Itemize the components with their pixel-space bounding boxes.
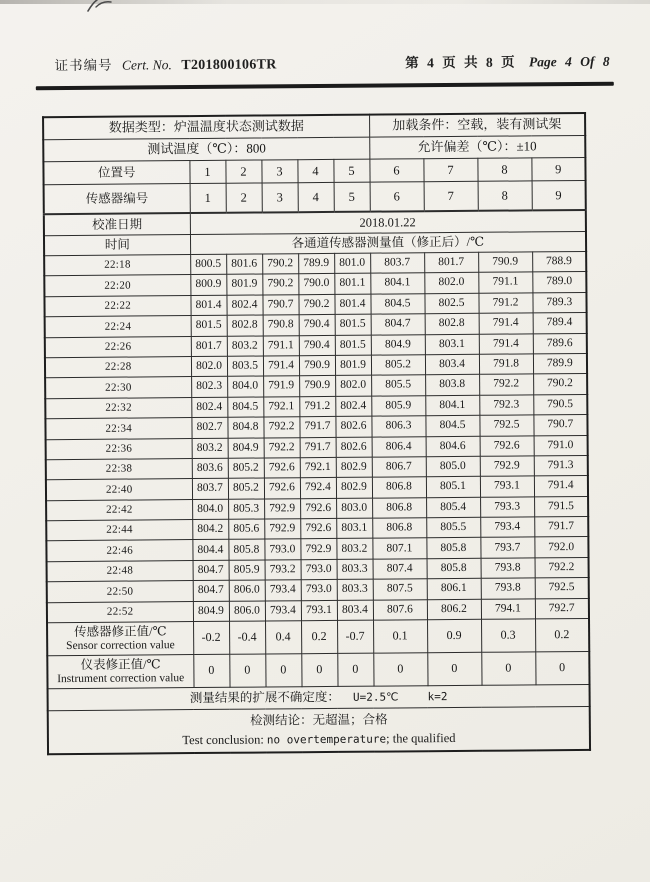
sensor-correction-value: 0.4 [265, 621, 301, 654]
position-number: 6 [369, 159, 423, 182]
position-number: 5 [333, 159, 369, 182]
allowed-deviation-cell: 允许偏差（℃）：±10 [369, 135, 585, 159]
reading-value: 792.5 [479, 415, 533, 436]
instrument-correction-value: 0 [193, 654, 229, 687]
uncertainty-k-value: k=2 [427, 690, 448, 704]
reading-time: 22:50 [47, 581, 193, 603]
reading-value: 792.9 [264, 498, 300, 519]
instrument-correction-label-en: Instrument correction value [57, 671, 185, 685]
position-number: 1 [189, 160, 225, 183]
reading-value: 804.4 [192, 540, 228, 561]
position-number: 7 [423, 158, 477, 181]
instrument-correction-value: 0 [229, 654, 265, 687]
conclusion-row [48, 706, 590, 754]
reading-value: 802.4 [226, 295, 262, 316]
reading-value: 804.5 [227, 397, 263, 418]
reading-value: 790.8 [263, 315, 299, 336]
reading-time: 22:38 [46, 458, 192, 480]
sensor-number: 1 [190, 183, 226, 213]
channels-header: 各通道传感器测量值（修正后）/℃ [190, 231, 586, 254]
page-info-en: Page 4 Of 8 [528, 53, 610, 70]
position-number: 9 [531, 157, 585, 180]
reading-time: 22:32 [45, 397, 191, 419]
reading-value: 792.7 [535, 598, 589, 619]
reading-value: 803.7 [192, 479, 228, 500]
sensor-number: 8 [478, 181, 532, 211]
conclusion-en-suffix: ; the qualified [386, 731, 456, 746]
reading-value: 791.9 [263, 376, 299, 397]
reading-value: 790.0 [298, 274, 334, 295]
reading-value: 806.8 [372, 477, 426, 498]
instrument-correction-row [47, 651, 589, 688]
reading-value: 791.4 [479, 333, 533, 354]
reading-value: 801.7 [191, 336, 227, 357]
page-number-line [405, 50, 610, 72]
reading-time: 22:52 [47, 601, 193, 623]
reading-value: 804.7 [193, 560, 229, 581]
sensor-correction-value: -0.4 [229, 621, 265, 654]
reading-value: 793.8 [481, 558, 535, 579]
reading-value: 806.7 [372, 457, 426, 478]
reading-value: 804.1 [370, 273, 424, 294]
reading-value: 803.1 [425, 334, 479, 355]
calibration-date-value: 2018.01.22 [190, 210, 586, 235]
cert-label-en: Cert. No. [121, 57, 172, 73]
reading-value: 790.4 [299, 335, 335, 356]
reading-value: 805.8 [426, 538, 480, 559]
reading-value: 789.3 [532, 292, 586, 313]
temperature-test-table [42, 112, 591, 755]
reading-value: 792.6 [480, 435, 534, 456]
reading-value: 805.4 [426, 497, 480, 518]
reading-value: 805.0 [426, 456, 480, 477]
instrument-correction-value: 0 [337, 653, 373, 686]
reading-value: 792.9 [480, 456, 534, 477]
reading-value: 801.5 [191, 315, 227, 336]
reading-time: 22:42 [46, 499, 192, 521]
reading-value: 792.1 [300, 457, 336, 478]
reading-time: 22:22 [44, 295, 190, 317]
reading-value: 805.3 [228, 499, 264, 520]
reading-value: 789.4 [533, 313, 587, 334]
reading-value: 802.0 [191, 356, 227, 377]
reading-value: 803.4 [425, 354, 479, 375]
reading-value: 803.2 [192, 438, 228, 459]
reading-time: 22:40 [46, 479, 192, 501]
reading-value: 802.5 [424, 293, 478, 314]
reading-value: 791.7 [299, 417, 335, 438]
reading-value: 806.8 [372, 497, 426, 518]
reading-value: 804.2 [192, 519, 228, 540]
sensor-correction-value: 0.3 [481, 619, 535, 652]
instrument-correction-label [47, 655, 193, 689]
reading-value: 790.4 [299, 315, 335, 336]
reading-value: 805.2 [228, 478, 264, 499]
reading-value: 793.4 [265, 600, 301, 621]
sensor-number: 3 [262, 183, 298, 213]
conclusion-en-prefix: Test conclusion: [182, 732, 267, 748]
reading-value: 790.5 [533, 394, 587, 415]
reading-value: 794.1 [481, 599, 535, 620]
reading-value: 804.8 [227, 417, 263, 438]
reading-value: 802.4 [191, 397, 227, 418]
reading-value: 791.8 [479, 354, 533, 375]
sensor-correction-value: -0.7 [337, 620, 373, 653]
reading-value: 791.0 [534, 435, 588, 456]
reading-value: 804.7 [193, 581, 229, 602]
reading-value: 807.4 [373, 559, 427, 580]
reading-time: 22:46 [46, 540, 192, 562]
reading-value: 802.0 [424, 273, 478, 294]
reading-value: 804.7 [371, 314, 425, 335]
sensor-number: 4 [298, 182, 334, 212]
reading-value: 789.0 [532, 272, 586, 293]
header-rule [36, 82, 614, 91]
reading-value: 791.4 [534, 476, 588, 497]
reading-value: 807.1 [372, 538, 426, 559]
test-temperature-cell: 测试温度（℃）：800 [43, 137, 369, 162]
sensor-correction-value: 0.2 [535, 618, 589, 651]
reading-value: 792.6 [264, 478, 300, 499]
reading-value: 804.5 [425, 415, 479, 436]
reading-value: 793.3 [480, 497, 534, 518]
reading-value: 801.9 [226, 274, 262, 295]
reading-value: 802.8 [425, 313, 479, 334]
reading-value: 805.5 [426, 517, 480, 538]
reading-value: 793.4 [265, 580, 301, 601]
reading-value: 793.1 [301, 600, 337, 621]
position-number: 4 [297, 159, 333, 182]
cert-label-cn: 证书编号 [54, 57, 113, 74]
conclusion-en [49, 728, 589, 752]
reading-value: 803.2 [336, 539, 372, 560]
reading-value: 802.9 [336, 457, 372, 478]
reading-value: 805.2 [228, 458, 264, 479]
reading-value: 802.3 [191, 377, 227, 398]
reading-value: 792.5 [535, 578, 589, 599]
readings-body [44, 251, 589, 622]
page-header [55, 50, 610, 75]
instrument-correction-label-cn: 仪表修正值/℃ [80, 657, 161, 672]
reading-value: 793.0 [301, 559, 337, 580]
sensor-number: 9 [532, 180, 586, 210]
reading-value: 792.6 [300, 498, 336, 519]
reading-value: 807.6 [373, 599, 427, 620]
sensor-no-label: 传感器编号 [44, 184, 190, 215]
reading-value: 790.9 [299, 355, 335, 376]
reading-time: 22:24 [45, 316, 191, 338]
reading-value: 802.6 [335, 416, 371, 437]
reading-value: 805.9 [371, 395, 425, 416]
reading-value: 791.5 [534, 496, 588, 517]
reading-value: 793.0 [301, 580, 337, 601]
reading-value: 801.7 [424, 252, 478, 273]
reading-value: 801.9 [335, 355, 371, 376]
reading-value: 800.9 [190, 275, 226, 296]
sensor-number: 6 [370, 182, 424, 212]
instrument-correction-value: 0 [427, 652, 481, 685]
reading-value: 790.9 [478, 252, 532, 273]
reading-value: 792.9 [300, 539, 336, 560]
uncertainty-prefix: 测量结果的扩展不确定度： [189, 690, 340, 706]
reading-time: 22:44 [46, 520, 192, 542]
reading-value: 791.3 [534, 455, 588, 476]
uncertainty-u-value: U=2.5℃ [352, 690, 399, 705]
reading-value: 802.4 [335, 396, 371, 417]
reading-time: 22:30 [45, 377, 191, 399]
position-label: 位置号 [43, 161, 189, 185]
sensor-number: 5 [334, 182, 370, 212]
reading-value: 790.2 [298, 294, 334, 315]
reading-value: 793.8 [481, 578, 535, 599]
instrument-correction-value: 0 [265, 654, 301, 687]
reading-value: 790.7 [262, 294, 298, 315]
load-condition-cell: 加载条件：空载，装有测试架 [369, 113, 585, 137]
reading-value: 791.2 [478, 293, 532, 314]
reading-value: 790.2 [262, 274, 298, 295]
data-type-cell: 数据类型：炉温温度状态测试数据 [43, 115, 369, 140]
reading-value: 804.0 [192, 499, 228, 520]
reading-value: 804.9 [228, 438, 264, 459]
reading-value: 801.6 [226, 254, 262, 275]
sensor-correction-row [47, 618, 589, 655]
position-number: 2 [225, 160, 261, 183]
reading-value: 792.6 [300, 519, 336, 540]
sensor-number: 2 [226, 183, 262, 213]
sensor-number-row [44, 180, 586, 214]
reading-value: 792.0 [534, 537, 588, 558]
reading-value: 791.2 [299, 396, 335, 417]
sensor-correction-value: 0.9 [427, 619, 481, 652]
reading-value: 793.7 [480, 537, 534, 558]
reading-value: 806.8 [372, 518, 426, 539]
reading-value: 806.0 [229, 580, 265, 601]
sensor-correction-label-en: Sensor correction value [66, 638, 175, 652]
sensor-correction-value: -0.2 [193, 621, 229, 654]
reading-value: 805.1 [426, 477, 480, 498]
reading-value: 792.2 [263, 417, 299, 438]
reading-value: 791.7 [300, 437, 336, 458]
reading-time: 22:48 [47, 560, 193, 582]
reading-value: 807.5 [373, 579, 427, 600]
reading-value: 789.6 [533, 333, 587, 354]
page-info-cn: 第 4 页 共 8 页 [405, 54, 515, 71]
reading-value: 804.1 [425, 395, 479, 416]
reading-value: 805.6 [228, 519, 264, 540]
reading-value: 789.9 [533, 353, 587, 374]
reading-value: 803.0 [336, 498, 372, 519]
reading-value: 803.1 [336, 518, 372, 539]
instrument-correction-value: 0 [535, 651, 589, 684]
reading-value: 805.2 [371, 355, 425, 376]
reading-value: 791.4 [263, 356, 299, 377]
reading-value: 803.3 [337, 559, 373, 580]
instrument-correction-value: 0 [373, 653, 427, 686]
sensor-number: 7 [424, 181, 478, 211]
reading-value: 788.9 [532, 251, 586, 272]
reading-value: 792.1 [263, 396, 299, 417]
cert-number: T201800106TR [181, 57, 277, 74]
reading-value: 805.9 [229, 560, 265, 581]
reading-value: 803.5 [227, 356, 263, 377]
reading-value: 792.2 [479, 374, 533, 395]
reading-value: 792.2 [535, 557, 589, 578]
reading-value: 792.9 [264, 519, 300, 540]
reading-value: 803.8 [425, 375, 479, 396]
reading-value: 792.2 [264, 437, 300, 458]
reading-value: 801.1 [334, 274, 370, 295]
reading-value: 803.6 [192, 458, 228, 479]
reading-value: 806.1 [427, 579, 481, 600]
reading-value: 790.9 [299, 376, 335, 397]
reading-value: 804.0 [227, 376, 263, 397]
reading-value: 806.3 [371, 416, 425, 437]
reading-value: 802.6 [336, 437, 372, 458]
reading-value: 804.6 [426, 436, 480, 457]
reading-value: 801.4 [190, 295, 226, 316]
reading-value: 801.4 [334, 294, 370, 315]
reading-value: 806.4 [372, 436, 426, 457]
reading-value: 792.3 [479, 395, 533, 416]
reading-value: 789.9 [298, 253, 334, 274]
sensor-correction-label-cn: 传感器修正值/℃ [74, 624, 167, 639]
reading-value: 793.2 [265, 560, 301, 581]
reading-value: 790.2 [533, 374, 587, 395]
reading-value: 805.8 [427, 558, 481, 579]
reading-value: 792.4 [300, 478, 336, 499]
reading-value: 791.7 [534, 517, 588, 538]
reading-value: 800.5 [190, 254, 226, 275]
reading-value: 793.1 [480, 476, 534, 497]
reading-value: 803.4 [337, 600, 373, 621]
reading-value: 802.7 [191, 417, 227, 438]
reading-value: 801.5 [335, 314, 371, 335]
reading-value: 803.2 [227, 336, 263, 357]
reading-value: 804.9 [193, 601, 229, 622]
cert-number-line [55, 52, 277, 75]
reading-value: 804.5 [370, 294, 424, 315]
sensor-correction-label [47, 622, 193, 656]
reading-value: 791.4 [479, 313, 533, 334]
reading-time: 22:18 [44, 255, 190, 277]
reading-value: 802.0 [335, 375, 371, 396]
instrument-correction-value: 0 [481, 652, 535, 685]
reading-value: 806.2 [427, 599, 481, 620]
reading-value: 801.0 [334, 253, 370, 274]
reading-value: 802.8 [227, 315, 263, 336]
reading-value: 805.5 [371, 375, 425, 396]
reading-value: 804.9 [371, 334, 425, 355]
reading-value: 803.7 [370, 253, 424, 274]
reading-value: 790.2 [262, 254, 298, 275]
reading-time: 22:20 [44, 275, 190, 297]
sensor-correction-value: 0.1 [373, 620, 427, 653]
reading-value: 801.5 [335, 335, 371, 356]
reading-value: 803.3 [337, 579, 373, 600]
conclusion-en-mono: no overtemperature [266, 732, 387, 747]
calibration-date-label: 校准日期 [44, 213, 190, 236]
reading-value: 793.0 [264, 539, 300, 560]
conclusion-cn: 检测结论：无超温；合格 [249, 712, 388, 728]
conclusion-cell [48, 706, 590, 754]
reading-time: 22:28 [45, 357, 191, 379]
reading-value: 806.0 [229, 601, 265, 622]
instrument-correction-value: 0 [301, 653, 337, 686]
reading-value: 793.4 [480, 517, 534, 538]
position-number: 8 [477, 158, 531, 181]
sensor-correction-value: 0.2 [301, 620, 337, 653]
reading-time: 22:26 [45, 336, 191, 358]
reading-value: 791.1 [263, 335, 299, 356]
position-number: 3 [261, 160, 297, 183]
reading-time: 22:36 [46, 438, 192, 460]
reading-value: 790.7 [533, 415, 587, 436]
reading-value: 792.6 [264, 458, 300, 479]
reading-value: 791.1 [478, 272, 532, 293]
reading-value: 802.9 [336, 477, 372, 498]
reading-value: 805.8 [228, 539, 264, 560]
reading-time: 22:34 [45, 418, 191, 440]
time-label: 时间 [44, 235, 190, 256]
